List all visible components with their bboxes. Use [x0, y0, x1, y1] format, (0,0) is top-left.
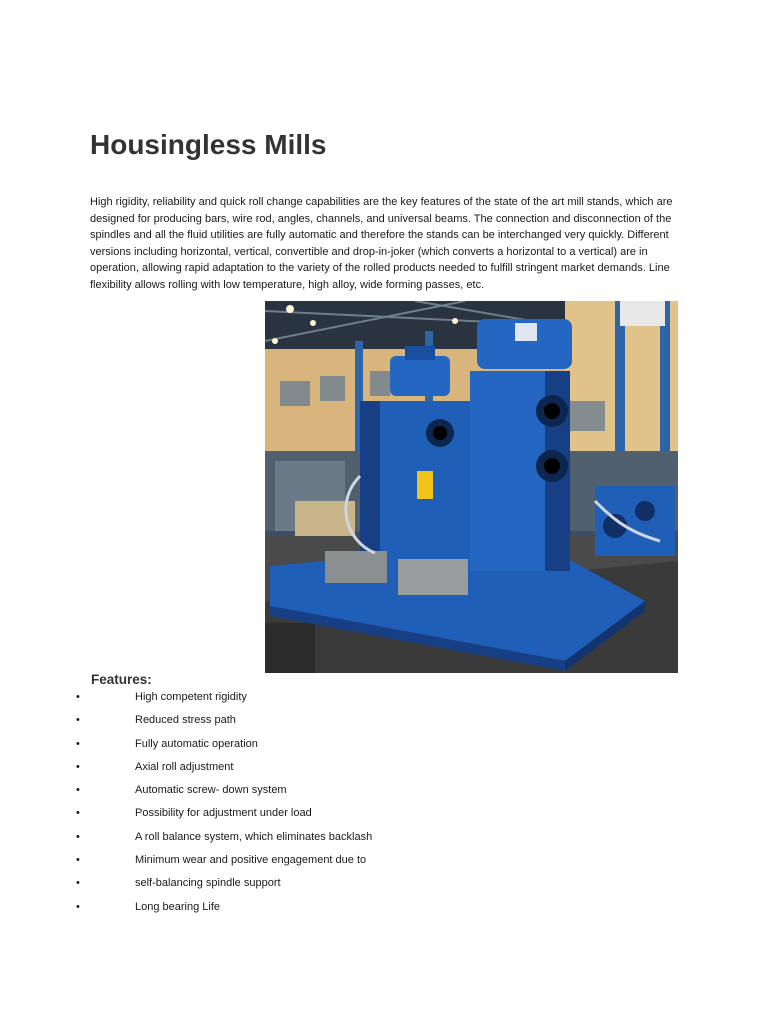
list-item [0, 899, 768, 922]
feature-text: Automatic screw- down system [135, 784, 287, 797]
feature-text: Fully automatic operation [135, 737, 258, 750]
list-item [0, 875, 768, 898]
housingless-mill-photo [265, 301, 678, 673]
list-item [0, 712, 768, 735]
bullet-icon: • [76, 760, 80, 773]
intro-paragraph: High rigidity, reliability and quick roll change capabilities are the key features of the state of the art mill stands, which are designed for producing bars, wire rod, angles, channels, and universal beams. The connection and disconnection of the spindles and all the fluid utilities are fully automatic and therefore the stands can be interchanged very quickly. Different versions including horizontal, vertical, convertible and drop-in-joker (which converts a horizontal to a vertical) are in operation, allowing rapid adaptation to the variety of the rolled products needed to fulfill stringent market demands. Line flexibility allows rolling with low temperature, high alloy, wide forming passes, etc. [90, 196, 673, 291]
list-item [0, 759, 768, 782]
bullet-icon: • [76, 784, 80, 797]
page-title: Housingless Mills [90, 129, 327, 160]
list-item [0, 852, 768, 875]
bullet-icon: • [76, 714, 80, 727]
feature-text: Axial roll adjustment [135, 760, 234, 773]
bullet-icon: • [76, 737, 80, 750]
list-item [0, 829, 768, 852]
bullet-icon: • [76, 854, 80, 867]
feature-text: Minimum wear and positive engagement due to [135, 854, 367, 867]
bullet-icon: • [76, 691, 80, 703]
list-item [0, 689, 768, 712]
bullet-icon: • [76, 830, 80, 843]
features-heading: Features: [91, 672, 152, 687]
bullet-icon: • [76, 900, 80, 913]
feature-text: Reduced stress path [135, 714, 236, 727]
feature-text: A roll balance system, which eliminates backlash [135, 830, 373, 843]
feature-text: self-balancing spindle support [135, 877, 281, 890]
features-list [0, 689, 768, 922]
list-item [0, 805, 768, 828]
feature-text: Possibility for adjustment under load [135, 807, 312, 820]
bullet-icon: • [76, 877, 80, 890]
feature-text: High competent rigidity [135, 691, 247, 703]
list-item [0, 736, 768, 759]
list-item [0, 782, 768, 805]
feature-text: Long bearing Life [135, 900, 221, 913]
bullet-icon: • [76, 807, 80, 820]
